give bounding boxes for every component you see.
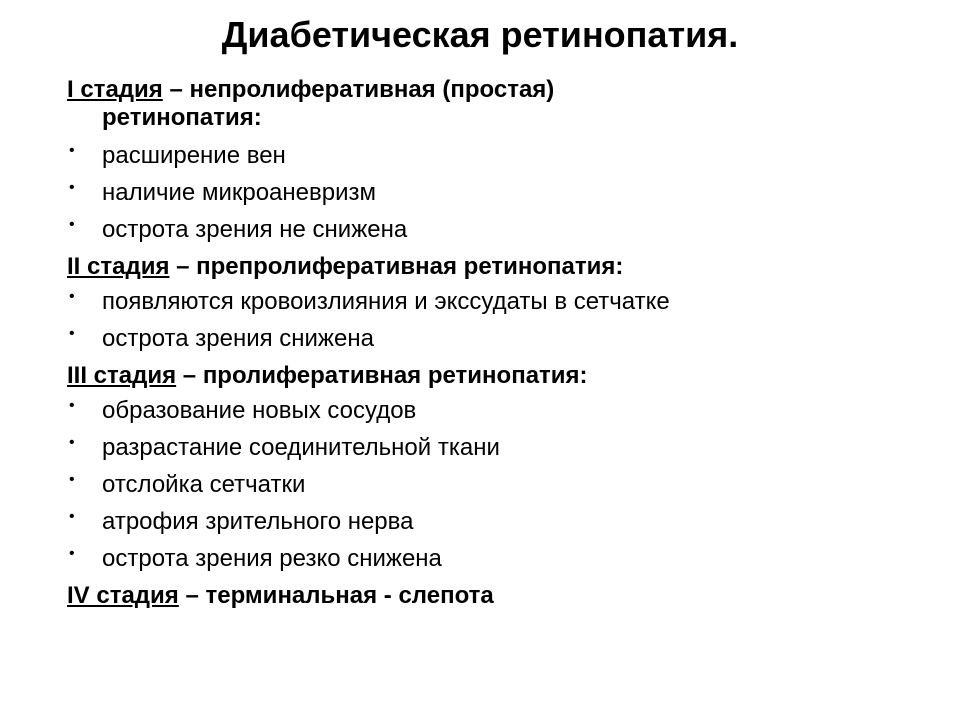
list-item (67, 545, 927, 573)
list-item-text: отслойка сетчатки (102, 471, 306, 498)
slide-title: Диабетическая ретинопатия. (221, 14, 739, 55)
bullet-icon: • (69, 179, 75, 196)
list-item-text: атрофия зрительного нерва (102, 508, 414, 535)
bullet-icon: • (69, 216, 75, 233)
list-item (67, 508, 927, 536)
list-item-text: острота зрения не снижена (102, 216, 408, 243)
list-item (67, 142, 927, 170)
stage-1-name: непролиферативная (простая) (189, 76, 555, 103)
list-item-text: наличие микроаневризм (102, 179, 376, 206)
bullet-icon: • (69, 142, 75, 159)
list-item-text: образование новых сосудов (102, 397, 417, 424)
list-item (67, 216, 927, 244)
stage-3-name: пролиферативная ретинопатия: (202, 362, 588, 389)
bullet-icon: • (69, 397, 75, 414)
list-item (67, 471, 927, 499)
stage-3-list (67, 397, 927, 573)
stage-4-number: IV стадия (67, 582, 179, 609)
list-item (67, 288, 927, 316)
stage-2-list (67, 288, 927, 353)
stage-1-list (67, 142, 927, 244)
list-item-text: появляются кровоизлияния и экссудаты в сетчатке (102, 288, 670, 315)
stage-4-heading (67, 582, 927, 610)
stage-3-number: III стадия (67, 362, 177, 389)
list-item (67, 434, 927, 462)
list-item-text: разрастание соединительной ткани (102, 434, 500, 461)
list-item (67, 325, 927, 353)
stage-1-number: I стадия (67, 76, 163, 103)
stage-1-dash: – (162, 76, 190, 103)
bullet-icon: • (69, 434, 75, 451)
stage-1-heading (67, 76, 927, 132)
slide-content (67, 76, 927, 610)
stage-2-heading (67, 253, 927, 281)
bullet-icon: • (69, 545, 75, 562)
stage-2-number: II стадия (67, 253, 170, 280)
stage-2-name: препролиферативная ретинопатия: (196, 253, 624, 280)
bullet-icon: • (69, 508, 75, 525)
bullet-icon: • (69, 471, 75, 488)
list-item (67, 397, 927, 425)
bullet-icon: • (69, 325, 75, 342)
list-item (67, 179, 927, 207)
stage-3-heading (67, 362, 927, 390)
stage-3-dash: – (176, 362, 203, 389)
bullet-icon: • (69, 288, 75, 305)
stage-2-dash: – (169, 253, 197, 280)
list-item-text: острота зрения резко снижена (102, 545, 442, 572)
list-item-text: острота зрения снижена (102, 325, 374, 352)
stage-4-dash: – (178, 582, 206, 609)
stage-4-name: терминальная - слепота (205, 582, 494, 609)
list-item-text: расширение вен (102, 142, 286, 169)
stage-1-name-continued: ретинопатия: (102, 104, 262, 131)
